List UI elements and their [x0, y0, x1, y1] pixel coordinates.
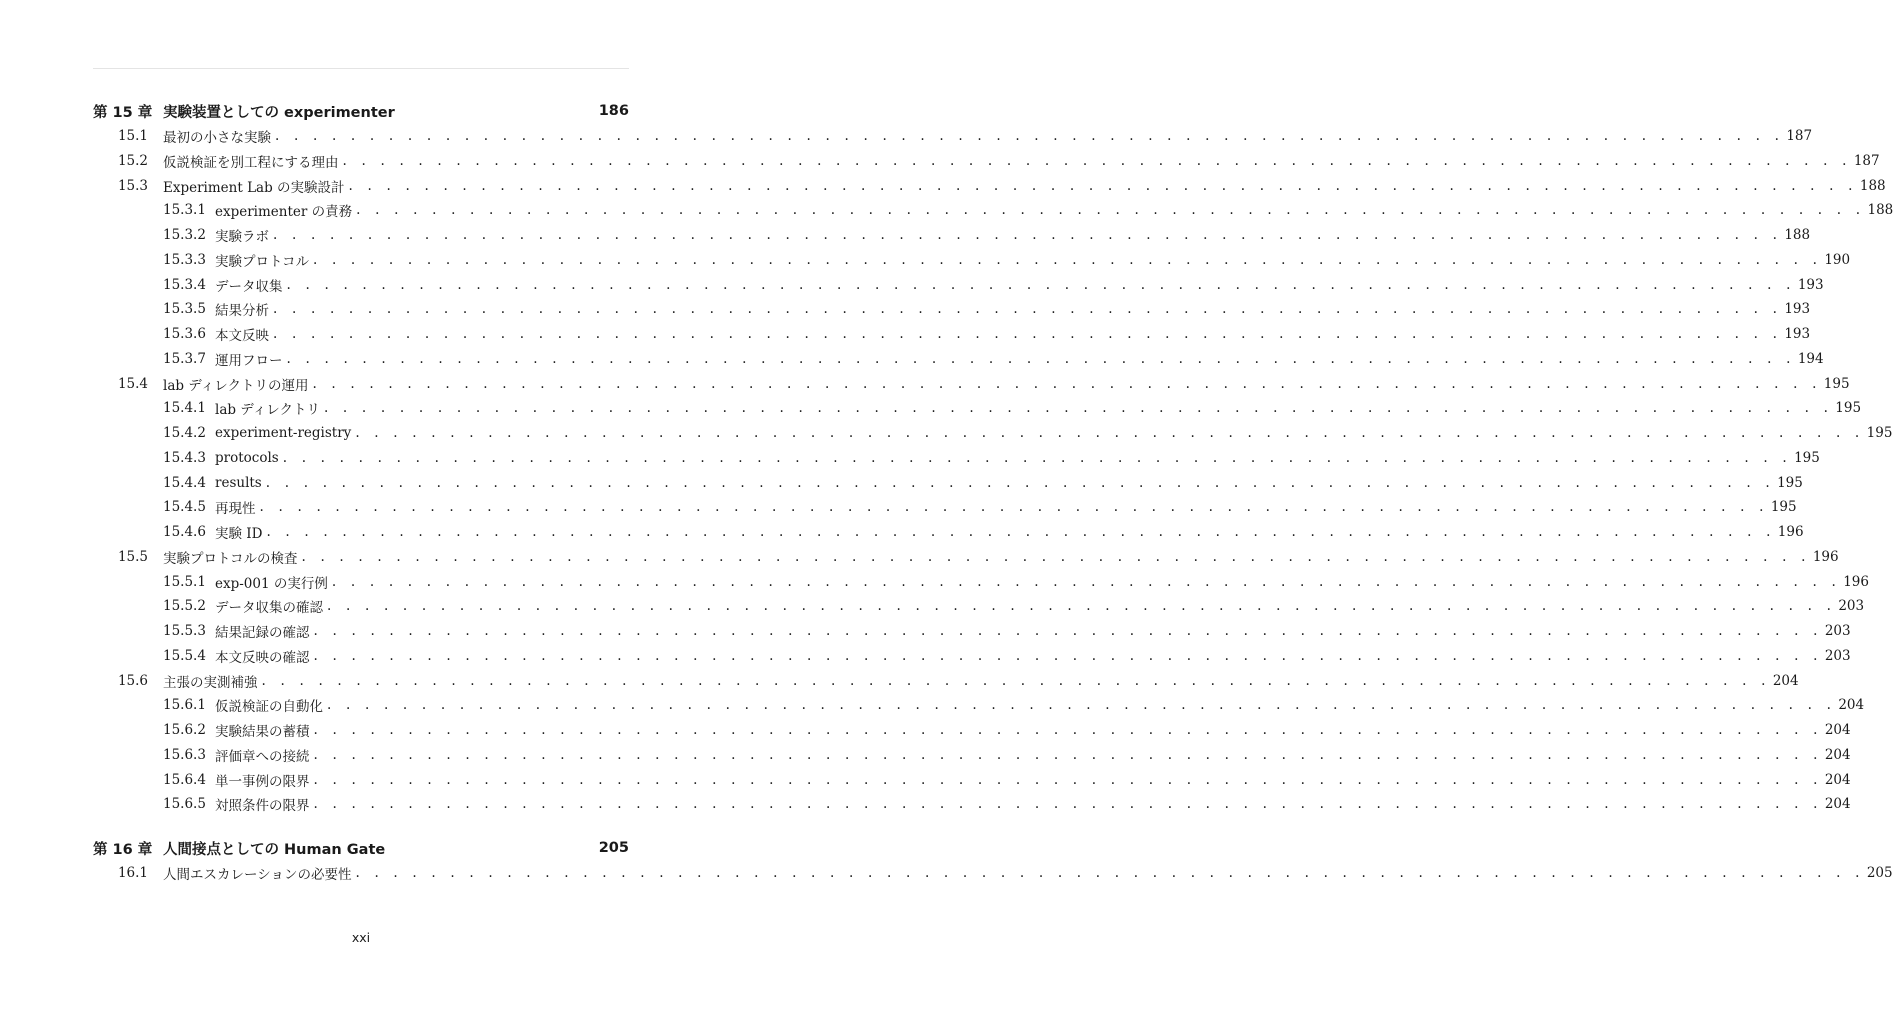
entry-title: exp-001 の実行例 [215, 575, 328, 592]
dot-leader: . . . . . . . . . . . . . . . . . . . . . . . . . . . . . . . . . . . . . . . . . . . . . . . . . . . . . . . . . . . . . . . . . . . . . . . . . . . . . . . . [348, 177, 1858, 194]
toc-entry-15-2[interactable] [93, 149, 1880, 173]
entry-number: 15.3.2 [163, 227, 206, 243]
toc-entry-15-4-6[interactable] [93, 520, 1804, 544]
entry-page: 196 [1777, 524, 1804, 540]
entry-title: 仮説検証を別工程にする理由 [163, 154, 339, 171]
entry-number: 15.4 [117, 375, 148, 392]
entry-title: データ収集の確認 [215, 600, 323, 617]
entry-number: 15.4.6 [163, 524, 206, 540]
entry-number: 15.4.2 [163, 425, 206, 441]
entry-number: 15.4.5 [163, 499, 206, 516]
entry-page: 203 [1824, 623, 1851, 639]
entry-page: 196 [1843, 573, 1869, 590]
entry-page: 188 [1867, 202, 1893, 219]
entry-title: 実験プロトコル [215, 253, 309, 270]
entry-page: 188 [1859, 177, 1886, 194]
entry-title: 仮説検証の自動化 [215, 699, 323, 716]
entry-page: 195 [1770, 499, 1797, 516]
toc-entry-15-6[interactable] [93, 669, 1799, 693]
dot-leader: . . . . . . . . . . . . . . . . . . . . . . . . . . . . . . . . . . . . . . . . . . . . . . . . . . . . . . . . . . . . . . . . . . . . . . . . . . . . . . . . [301, 548, 1811, 565]
entry-number: 15.3.6 [163, 326, 206, 342]
entry-title: protocols [215, 449, 279, 466]
toc-entry-15-3-2[interactable] [93, 223, 1811, 247]
toc-entry-15-5[interactable] [93, 545, 1839, 569]
entry-number: 15.6.2 [163, 722, 206, 738]
entry-page: 205 [1866, 865, 1893, 881]
toc-entry-15-4-3[interactable] [93, 446, 1820, 470]
entry-page: 195 [1794, 449, 1820, 466]
dot-leader: . . . . . . . . . . . . . . . . . . . . . . . . . . . . . . . . . . . . . . . . . . . . . . . . . . . . . . . . . . . . . . . . . . . . . . . . . . . . . . . . [286, 350, 1796, 367]
entry-page: 196 [1812, 548, 1839, 565]
entry-page: 204 [1772, 672, 1799, 689]
toc-entry-15-5-1[interactable] [93, 570, 1869, 594]
toc-entry-15-6-1[interactable] [93, 693, 1865, 717]
dot-leader: . . . . . . . . . . . . . . . . . . . . . . . . . . . . . . . . . . . . . . . . . . . . . . . . . . . . . . . . . . . . . . . . . . . . . . . . . . . . . . . . [265, 474, 1775, 491]
entry-title: results [215, 474, 262, 491]
entry-title: 結果分析 [215, 303, 269, 320]
entry-page: 204 [1824, 746, 1851, 763]
entry-number: 16.1 [117, 865, 148, 881]
dot-leader: . . . . . . . . . . . . . . . . . . . . . . . . . . . . . . . . . . . . . . . . . . . . . . . . . . . . . . . . . . . . . . . . . . . . . . . . . . . . . . . . [313, 623, 1823, 639]
entry-page: 193 [1784, 326, 1811, 342]
entry-title: 最初の小さな実験 [163, 130, 271, 146]
entry-page: 204 [1838, 697, 1865, 714]
entry-title: 本文反映の確認 [215, 649, 310, 666]
entry-page: 190 [1824, 251, 1851, 268]
toc-entry-15-6-4[interactable] [93, 768, 1851, 792]
entry-number: 15.5.3 [163, 623, 206, 639]
entry-title: experimenter の責務 [215, 204, 353, 221]
entry-number: 15.6.4 [163, 771, 206, 788]
entry-title: 対照条件の限界 [215, 798, 310, 815]
entry-page: 204 [1824, 796, 1851, 813]
entry-title: 実験プロトコルの検査 [163, 550, 298, 567]
entry-title: 人間エスカレーションの必要性 [163, 867, 352, 883]
entry-title: 結果記録の確認 [215, 625, 310, 641]
dot-leader: . . . . . . . . . . . . . . . . . . . . . . . . . . . . . . . . . . . . . . . . . . . . . . . . . . . . . . . . . . . . . . . . . . . . . . . . . . . . . . . . [331, 573, 1841, 590]
entry-page: 195 [1777, 474, 1803, 491]
entry-number: 15.5.1 [163, 573, 206, 590]
toc-entry-15-5-3[interactable] [93, 619, 1851, 643]
toc-entry-15-6-5[interactable] [93, 792, 1851, 816]
entry-title: 運用フロー [215, 352, 283, 369]
toc-entry-15-3-5[interactable] [93, 297, 1811, 321]
toc-chapter-16[interactable] [93, 836, 629, 860]
dot-leader: . . . . . . . . . . . . . . . . . . . . . . . . . . . . . . . . . . . . . . . . . . . . . . . . . . . . . . . . . . . . . . . . . . . . . . . . . . . . . . . . [286, 276, 1796, 293]
chapter-title: 人間接点としての Human Gate [163, 841, 386, 858]
entry-number: 15.5 [117, 548, 148, 565]
entry-title: データ収集 [215, 278, 283, 295]
dot-leader: . . . . . . . . . . . . . . . . . . . . . . . . . . . . . . . . . . . . . . . . . . . . . . . . . . . . . . . . . . . . . . . . . . . . . . . . . . . . . . . . [273, 326, 1783, 342]
toc-entry-15-3-3[interactable] [93, 248, 1851, 272]
chapter-page: 186 [598, 103, 629, 119]
entry-title: 単一事例の限界 [215, 773, 310, 790]
entry-number: 15.6.5 [163, 796, 206, 813]
entry-page: 187 [1853, 152, 1880, 169]
dot-leader: . . . . . . . . . . . . . . . . . . . . . . . . . . . . . . . . . . . . . . . . . . . . . . . . . . . . . . . . . . . . . . . . . . . . . . . . . . . . . . . . [282, 449, 1792, 466]
entry-page: 195 [1835, 400, 1862, 417]
dot-leader: . . . . . . . . . . . . . . . . . . . . . . . . . . . . . . . . . . . . . . . . . . . . . . . . . . . . . . . . . . . . . . . . . . . . . . . . . . . . . . . . [313, 796, 1823, 813]
entry-number: 15.6.1 [163, 697, 206, 714]
dot-leader: . . . . . . . . . . . . . . . . . . . . . . . . . . . . . . . . . . . . . . . . . . . . . . . . . . . . . . . . . . . . . . . . . . . . . . . . . . . . . . . . [266, 524, 1776, 540]
entry-page: 204 [1824, 771, 1851, 788]
toc-entry-15-3[interactable] [93, 174, 1886, 198]
toc-entry-15-5-2[interactable] [93, 594, 1865, 618]
dot-leader: . . . . . . . . . . . . . . . . . . . . . . . . . . . . . . . . . . . . . . . . . . . . . . . . . . . . . . . . . . . . . . . . . . . . . . . . . . . . . . . . [355, 865, 1865, 881]
entry-page: 195 [1866, 425, 1893, 441]
entry-number: 15.3.3 [163, 251, 206, 268]
dot-leader: . . . . . . . . . . . . . . . . . . . . . . . . . . . . . . . . . . . . . . . . . . . . . . . . . . . . . . . . . . . . . . . . . . . . . . . . . . . . . . . . [312, 375, 1822, 392]
entry-number: 15.3.4 [163, 276, 206, 293]
chapter-page: 205 [598, 840, 629, 856]
table-of-contents [93, 0, 1893, 1024]
dot-leader: . . . . . . . . . . . . . . . . . . . . . . . . . . . . . . . . . . . . . . . . . . . . . . . . . . . . . . . . . . . . . . . . . . . . . . . . . . . . . . . . [327, 598, 1837, 615]
entry-page: 203 [1824, 647, 1851, 664]
entry-number: 15.5.2 [163, 598, 206, 615]
dot-leader: . . . . . . . . . . . . . . . . . . . . . . . . . . . . . . . . . . . . . . . . . . . . . . . . . . . . . . . . . . . . . . . . . . . . . . . . . . . . . . . . [313, 746, 1823, 763]
entry-title: 実験 ID [215, 526, 263, 542]
toc-entry-16-1[interactable] [93, 861, 1893, 885]
entry-title: 本文反映 [215, 328, 269, 344]
toc-entry-15-6-2[interactable] [93, 718, 1851, 742]
entry-page: 188 [1784, 227, 1811, 243]
dot-leader: . . . . . . . . . . . . . . . . . . . . . . . . . . . . . . . . . . . . . . . . . . . . . . . . . . . . . . . . . . . . . . . . . . . . . . . . . . . . . . . . [327, 697, 1837, 714]
entry-page: 203 [1838, 598, 1865, 615]
entry-page: 193 [1797, 276, 1824, 293]
dot-leader: . . . . . . . . . . . . . . . . . . . . . . . . . . . . . . . . . . . . . . . . . . . . . . . . . . . . . . . . . . . . . . . . . . . . . . . . . . . . . . . . [273, 301, 1783, 318]
dot-leader: . . . . . . . . . . . . . . . . . . . . . . . . . . . . . . . . . . . . . . . . . . . . . . . . . . . . . . . . . . . . . . . . . . . . . . . . . . . . . . . . [259, 499, 1769, 516]
entry-number: 15.4.4 [163, 474, 206, 491]
entry-number: 15.3.7 [163, 350, 206, 367]
toc-entry-15-3-4[interactable] [93, 273, 1824, 297]
toc-entry-15-3-6[interactable] [93, 322, 1811, 346]
chapter-title: 実験装置としての experimenter [163, 104, 395, 121]
entry-page: 194 [1797, 350, 1824, 367]
entry-number: 15.3 [117, 177, 148, 194]
entry-number: 15.2 [117, 152, 148, 169]
toc-entry-15-6-3[interactable] [93, 743, 1851, 767]
chapter-label: 第 16 章 [93, 841, 153, 858]
entry-page: 187 [1786, 128, 1813, 144]
entry-number: 15.4.1 [163, 400, 206, 417]
toc-entry-15-1[interactable] [93, 124, 1813, 148]
toc-entry-15-4-2[interactable] [93, 421, 1893, 445]
entry-number: 15.5.4 [163, 647, 206, 664]
toc-entry-15-4-5[interactable] [93, 495, 1797, 519]
entry-number: 15.6 [117, 672, 148, 689]
chapter-label: 第 15 章 [93, 104, 153, 121]
dot-leader: . . . . . . . . . . . . . . . . . . . . . . . . . . . . . . . . . . . . . . . . . . . . . . . . . . . . . . . . . . . . . . . . . . . . . . . . . . . . . . . . [313, 771, 1823, 788]
toc-entry-15-4-1[interactable] [93, 396, 1862, 420]
entry-page: 193 [1784, 301, 1811, 318]
dot-leader: . . . . . . . . . . . . . . . . . . . . . . . . . . . . . . . . . . . . . . . . . . . . . . . . . . . . . . . . . . . . . . . . . . . . . . . . . . . . . . . . [342, 152, 1852, 169]
toc-entry-15-3-7[interactable] [93, 347, 1824, 371]
entry-title: 再現性 [215, 501, 256, 518]
entry-number: 15.3.1 [163, 202, 206, 219]
entry-number: 15.3.5 [163, 301, 206, 318]
toc-entry-15-4[interactable] [93, 372, 1850, 396]
entry-page: 195 [1823, 375, 1850, 392]
dot-leader: . . . . . . . . . . . . . . . . . . . . . . . . . . . . . . . . . . . . . . . . . . . . . . . . . . . . . . . . . . . . . . . . . . . . . . . . . . . . . . . . [323, 400, 1834, 417]
dot-leader: . . . . . . . . . . . . . . . . . . . . . . . . . . . . . . . . . . . . . . . . . . . . . . . . . . . . . . . . . . . . . . . . . . . . . . . . . . . . . . . . [356, 202, 1866, 219]
dot-leader: . . . . . . . . . . . . . . . . . . . . . . . . . . . . . . . . . . . . . . . . . . . . . . . . . . . . . . . . . . . . . . . . . . . . . . . . . . . . . . . . [313, 722, 1823, 738]
toc-entry-15-3-1[interactable] [93, 198, 1893, 222]
entry-title: lab ディレクトリの運用 [163, 377, 309, 394]
entry-title: 主張の実測補強 [163, 674, 258, 691]
dot-leader: . . . . . . . . . . . . . . . . . . . . . . . . . . . . . . . . . . . . . . . . . . . . . . . . . . . . . . . . . . . . . . . . . . . . . . . . . . . . . . . . [275, 128, 1785, 144]
entry-title: experiment-registry [215, 425, 352, 441]
dot-leader: . . . . . . . . . . . . . . . . . . . . . . . . . . . . . . . . . . . . . . . . . . . . . . . . . . . . . . . . . . . . . . . . . . . . . . . . . . . . . . . . [355, 425, 1865, 441]
entry-title: 実験ラボ [215, 229, 269, 245]
page-number: xxi [351, 930, 371, 945]
entry-title: Experiment Lab の実験設計 [163, 179, 345, 196]
toc-entry-15-5-4[interactable] [93, 644, 1851, 668]
toc-chapter-15[interactable] [93, 99, 629, 123]
entry-title: lab ディレクトリ [215, 402, 320, 419]
dot-leader: . . . . . . . . . . . . . . . . . . . . . . . . . . . . . . . . . . . . . . . . . . . . . . . . . . . . . . . . . . . . . . . . . . . . . . . . . . . . . . . . [261, 672, 1771, 689]
dot-leader: . . . . . . . . . . . . . . . . . . . . . . . . . . . . . . . . . . . . . . . . . . . . . . . . . . . . . . . . . . . . . . . . . . . . . . . . . . . . . . . . [273, 227, 1783, 243]
entry-title: 評価章への接続 [215, 748, 310, 765]
entry-number: 15.1 [117, 128, 148, 144]
toc-entry-15-4-4[interactable] [93, 471, 1803, 495]
dot-leader: . . . . . . . . . . . . . . . . . . . . . . . . . . . . . . . . . . . . . . . . . . . . . . . . . . . . . . . . . . . . . . . . . . . . . . . . . . . . . . . . [312, 251, 1823, 268]
entry-number: 15.4.3 [163, 449, 206, 466]
entry-title: 実験結果の蓄積 [215, 724, 310, 740]
dot-leader: . . . . . . . . . . . . . . . . . . . . . . . . . . . . . . . . . . . . . . . . . . . . . . . . . . . . . . . . . . . . . . . . . . . . . . . . . . . . . . . . [313, 647, 1823, 664]
entry-page: 204 [1824, 722, 1851, 738]
entry-number: 15.6.3 [163, 746, 206, 763]
